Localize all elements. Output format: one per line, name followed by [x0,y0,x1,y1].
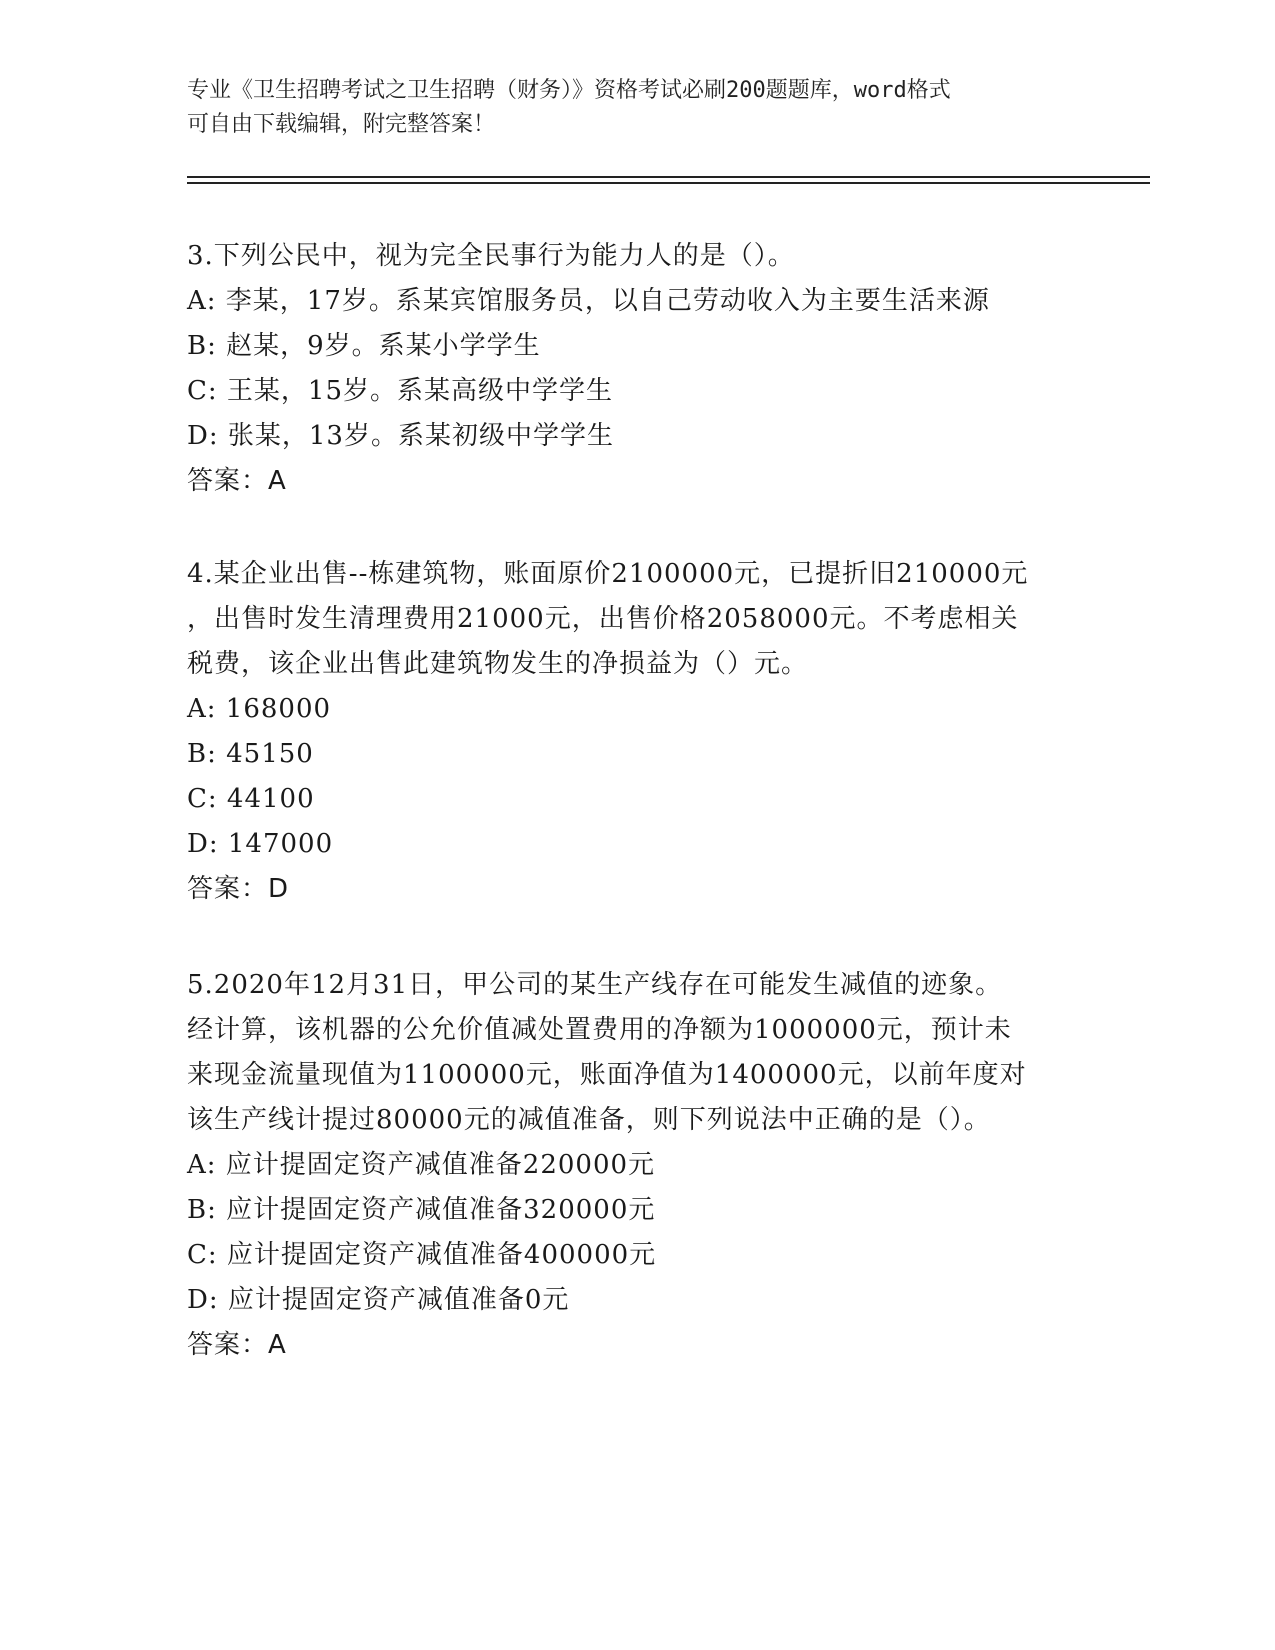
answer: 答案：D [187,874,290,904]
header-line-2: 可自由下载编辑，附完整答案！ [187,112,496,137]
option-c: C: 44100 [187,784,315,814]
option-b: B: 45150 [187,739,314,769]
question-text-line-2: ，出售时发生清理费用21000元，出售价格2058000元。不考虑相关 [187,604,1019,634]
question-text-line-2: 经计算，该机器的公允价值减处置费用的净额为1000000元，预计未 [187,1015,1012,1045]
option-c: C: 应计提固定资产减值准备400000元 [187,1240,657,1270]
option-b: B: 应计提固定资产减值准备320000元 [187,1195,656,1225]
option-a: A: 李某，17岁。系某宾馆服务员，以自己劳动收入为主要生活来源 [187,286,990,316]
question-text-line-3: 来现金流量现值为1100000元，账面净值为1400000元，以前年度对 [187,1060,1027,1090]
question-text: 3.下列公民中，视为完全民事行为能力人的是（）。 [187,241,795,271]
header-line-1: 专业《卫生招聘考试之卫生招聘（财务）》资格考试必刷200题题库，word格式 [187,78,951,103]
header-divider-top [187,176,1150,178]
header-divider-bottom [187,182,1150,184]
question-4 [187,552,1067,912]
option-a: A: 168000 [187,694,332,724]
question-text-line-3: 税费，该企业出售此建筑物发生的净损益为（）元。 [187,649,809,679]
question-5 [187,963,1067,1368]
option-a: A: 应计提固定资产减值准备220000元 [187,1150,656,1180]
answer: 答案：A [187,466,287,496]
question-3 [187,234,1067,504]
question-text-line-4: 该生产线计提过80000元的减值准备，则下列说法中正确的是（）。 [187,1105,991,1135]
question-text-line-1: 4.某企业出售--栋建筑物，账面原价2100000元，已提折旧210000元 [187,559,1029,589]
question-text-line-1: 5.2020年12月31日，甲公司的某生产线存在可能发生减值的迹象。 [187,970,1003,1000]
option-d: D: 应计提固定资产减值准备0元 [187,1285,570,1315]
answer: 答案：A [187,1330,287,1360]
option-b: B: 赵某，9岁。系某小学学生 [187,331,541,361]
option-d: D: 147000 [187,829,334,859]
option-d: D: 张某，13岁。系某初级中学学生 [187,421,614,451]
document-header [187,74,1067,142]
option-c: C: 王某，15岁。系某高级中学学生 [187,376,614,406]
